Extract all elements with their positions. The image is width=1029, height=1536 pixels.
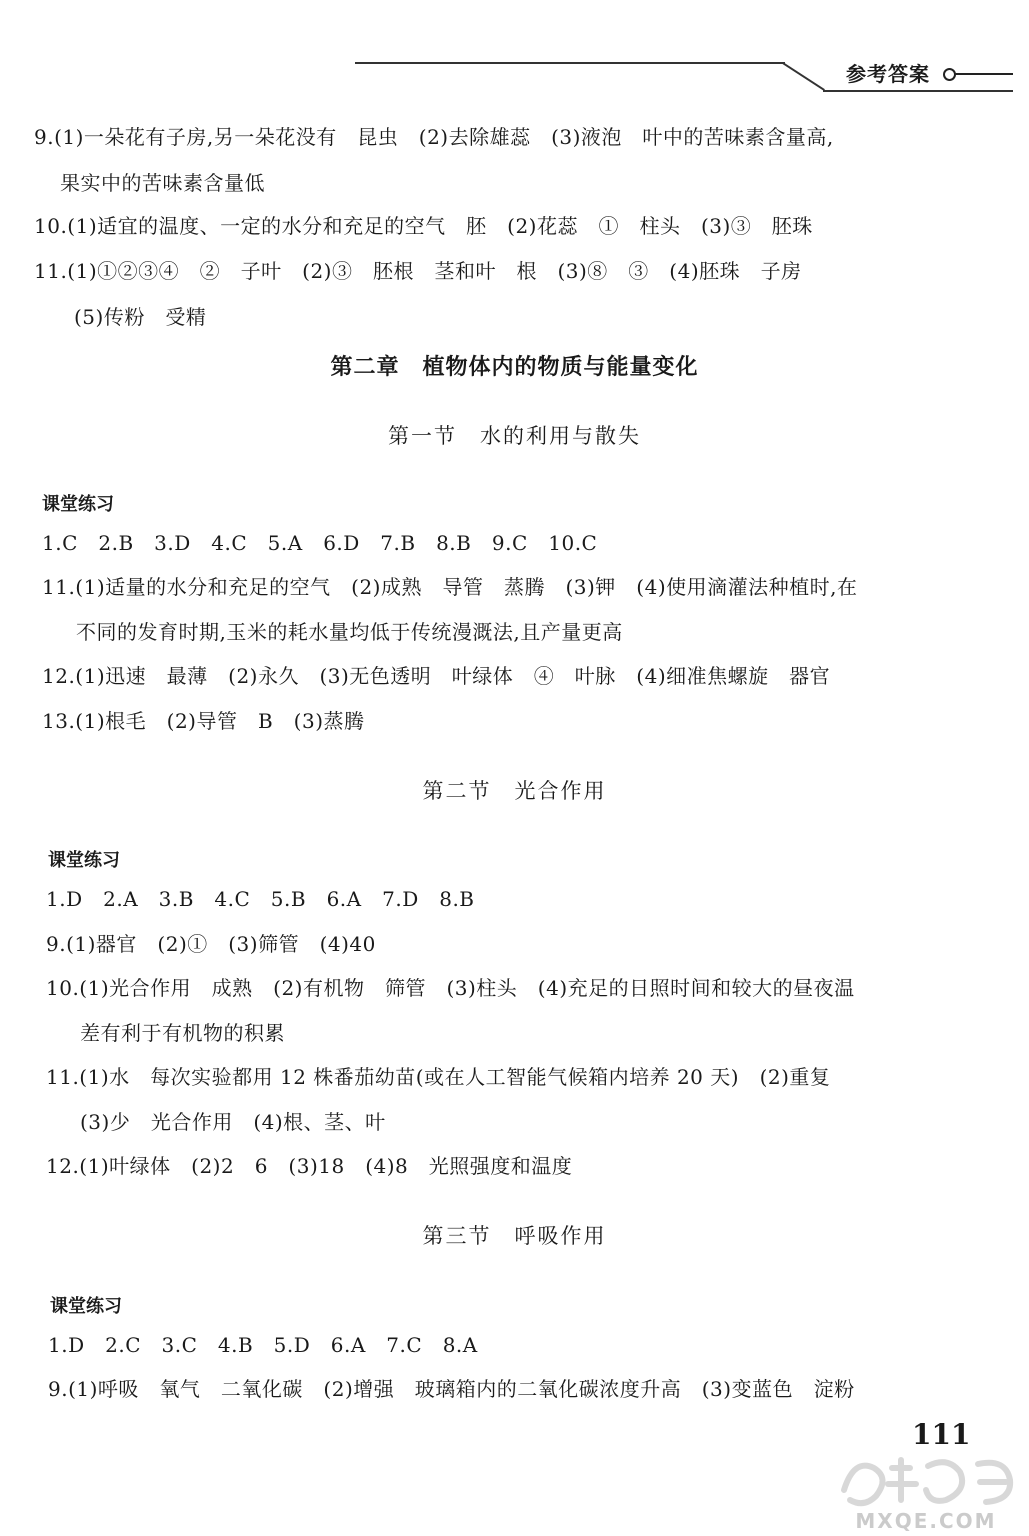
answer-line: 差有利于有机物的积累 [80,1021,285,1045]
section-title: 第二节 光合作用 [422,779,607,803]
watermark-text: MXQE.COM [855,1509,997,1533]
section-title: 第三节 呼吸作用 [422,1224,607,1248]
answer-line: 11.(1)①②③④ ② 子叶 (2)③ 胚根 茎和叶 根 (3)⑧ ③ (4)胚珠 子房 [34,259,802,283]
header-rule-tail [955,73,1013,75]
answer-line: (3)少 光合作用 (4)根、茎、叶 [80,1110,386,1134]
answer-line: 12.(1)迅速 最薄 (2)永久 (3)无色透明 叶绿体 ④ 叶脉 (4)细准焦螺旋 器官 [42,664,831,688]
subsection-heading: 课堂练习 [50,1296,122,1317]
header-title: 参考答案 [846,62,930,86]
answer-line: 1.D 2.A 3.B 4.C 5.B 6.A 7.D 8.B [46,887,475,911]
watermark-logo-icon [830,1438,1025,1533]
section-title: 第一节 水的利用与散失 [388,424,641,448]
answer-line: 果实中的苦味素含量低 [60,171,265,195]
answer-line: 11.(1)适量的水分和充足的空气 (2)成熟 导管 蒸腾 (3)钾 (4)使用滴灌法种植时,在 [42,575,858,599]
answer-line: 12.(1)叶绿体 (2)2 6 (3)18 (4)8 光照强度和温度 [46,1154,573,1178]
page-number: 111 [912,1418,971,1451]
answer-line: 9.(1)呼吸 氧气 二氧化碳 (2)增强 玻璃箱内的二氧化碳浓度升高 (3)变蓝色 淀粉 [48,1377,855,1401]
answer-line: 13.(1)根毛 (2)导管 B (3)蒸腾 [42,709,365,733]
answer-line: 10.(1)光合作用 成熟 (2)有机物 筛管 (3)柱头 (4)充足的日照时间和较大的昼夜温 [46,976,855,1000]
header-rule-bottom [823,90,1013,92]
header-rule-top [355,62,785,64]
answer-line: 1.C 2.B 3.D 4.C 5.A 6.D 7.B 8.B 9.C 10.C [42,531,598,555]
answer-line: 不同的发育时期,玉米的耗水量均低于传统漫溉法,且产量更高 [76,620,623,644]
answer-line: 1.D 2.C 3.C 4.B 5.D 6.A 7.C 8.A [48,1333,478,1357]
answer-line: (5)传粉 受精 [74,305,207,329]
answer-line: 11.(1)水 每次实验都用 12 株番茄幼苗(或在人工智能气候箱内培养 20 天) (2)重复 [46,1065,831,1089]
subsection-heading: 课堂练习 [42,494,114,515]
answer-line: 9.(1)器官 (2)① (3)筛管 (4)40 [46,932,376,956]
header-rule-diagonal [782,62,825,91]
answer-line: 10.(1)适宜的温度、一定的水分和充足的空气 胚 (2)花蕊 ① 柱头 (3)③ 胚珠 [34,214,813,238]
subsection-heading: 课堂练习 [48,850,120,871]
chapter-title: 第二章 植物体内的物质与能量变化 [330,355,699,380]
answer-line: 9.(1)一朵花有子房,另一朵花没有 昆虫 (2)去除雄蕊 (3)液泡 叶中的苦味素含量高, [34,125,834,149]
